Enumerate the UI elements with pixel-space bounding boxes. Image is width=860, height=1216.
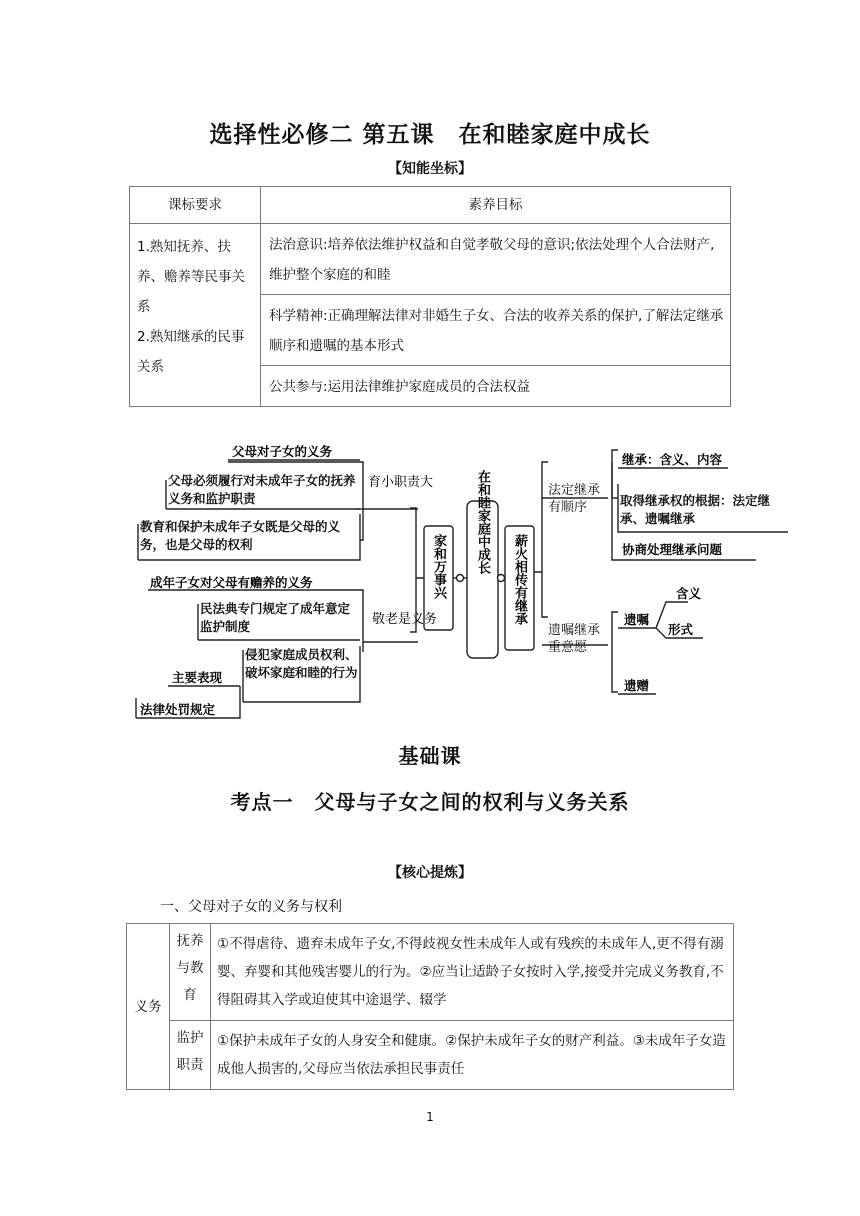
- kaodian-heading: 考点一 父母与子女之间的权利与义务关系: [230, 790, 630, 814]
- mm-jinglao-item-3: 侵犯家庭成员权利、破坏家庭和睦的行为: [245, 647, 358, 680]
- mm-yuxiao-item-3: 教育和保护未成年子女既是父母的义务，也是父母的权利: [140, 519, 341, 552]
- mm-right-main: 薪火相传有继承: [512, 534, 527, 625]
- row-text-jianhu: ①保护未成年子女的人身安全和健康。②保护未成年子女的财产利益。③未成年子女造成他人损害的,父母应当依法承担民事责任: [211, 1021, 734, 1090]
- mm-center: 在和睦家庭中成长: [475, 470, 490, 574]
- mm-jinglao-item-1: 成年子女对父母有赡养的义务: [150, 575, 313, 590]
- page-number: 1: [426, 1110, 434, 1124]
- goal-fazhi: 法治意识:培养依法维护权益和自觉孝敬父母的意识;依法处理个人合法财产,维护整个家庭的和睦: [261, 224, 731, 295]
- header-goals: 素养目标: [261, 187, 731, 224]
- mm-zhuyao: 主要表现: [172, 670, 223, 685]
- mm-yizeng: 遗赠: [624, 678, 650, 693]
- mm-branch-jinglao: 敬老是义务: [372, 612, 438, 627]
- mm-yuxiao-item-2: 父母必须履行对未成年子女的抚养义务和监护职责: [168, 473, 356, 506]
- section-1-heading: 一、父母对子女的义务与权利: [160, 899, 342, 915]
- header-requirements: 课标要求: [130, 187, 261, 224]
- mm-branch-yuxiao: 育小职责大: [368, 475, 434, 490]
- mm-yizhu-sub-1: 含义: [676, 586, 702, 601]
- mm-yizhu: 遗嘱: [624, 612, 650, 627]
- requirements-cell: 1.熟知抚养、扶养、赡养等民事关系 2.熟知继承的民事关系: [130, 224, 261, 407]
- mm-jinglao-item-2: 民法典专门规定了成年意定监护制度: [200, 601, 351, 634]
- row-label-jianhu: 监护职责: [170, 1021, 211, 1090]
- hexin-heading: 【核心提炼】: [388, 865, 472, 881]
- mm-branch-yizhu: 遗嘱继承重意愿: [548, 623, 601, 655]
- zhineng-heading: 【知能坐标】: [388, 161, 472, 177]
- page-title: 选择性必修二 第五课 在和睦家庭中成长: [209, 122, 651, 148]
- mm-branch-fading: 法定继承有顺序: [548, 483, 601, 515]
- mm-fading-item-3: 协商处理继承问题: [622, 542, 723, 557]
- obligation-table: [126, 923, 734, 1090]
- group-yiwu: 义务: [127, 924, 170, 1090]
- goal-kexue: 科学精神:正确理解法律对非婚生子女、合法的收养关系的保护,了解法定继承顺序和遗嘱的基本形式: [261, 295, 731, 366]
- row-text-fuyang: ①不得虐待、遗弃未成年子女,不得歧视女性未成年人或有残疾的未成年人,更不得有溺婴、弃婴和其他残害婴儿的行为。②应当让适龄子女按时入学,接受并完成义务教育,不得阻碍其入学或迫使其中途退学、辍学: [211, 924, 734, 1021]
- jichu-heading: 基础课: [398, 744, 462, 768]
- mm-fading-item-2: 取得继承权的根据：法定继承、遗嘱继承: [620, 493, 771, 526]
- mm-left-main: 家和万事兴: [431, 534, 446, 599]
- mm-yizhu-sub-2: 形式: [668, 622, 694, 637]
- row-label-fuyang: 抚养与教育: [170, 924, 211, 1021]
- curriculum-table: [129, 186, 731, 407]
- mind-map: [128, 432, 790, 732]
- mm-fading-item-1: 继承：含义、内容: [622, 452, 723, 467]
- goal-gonggong: 公共参与:运用法律维护家庭成员的合法权益: [261, 366, 731, 407]
- mm-falv: 法律处罚规定: [140, 702, 216, 717]
- mm-yuxiao-item-1: 父母对子女的义务: [232, 444, 333, 459]
